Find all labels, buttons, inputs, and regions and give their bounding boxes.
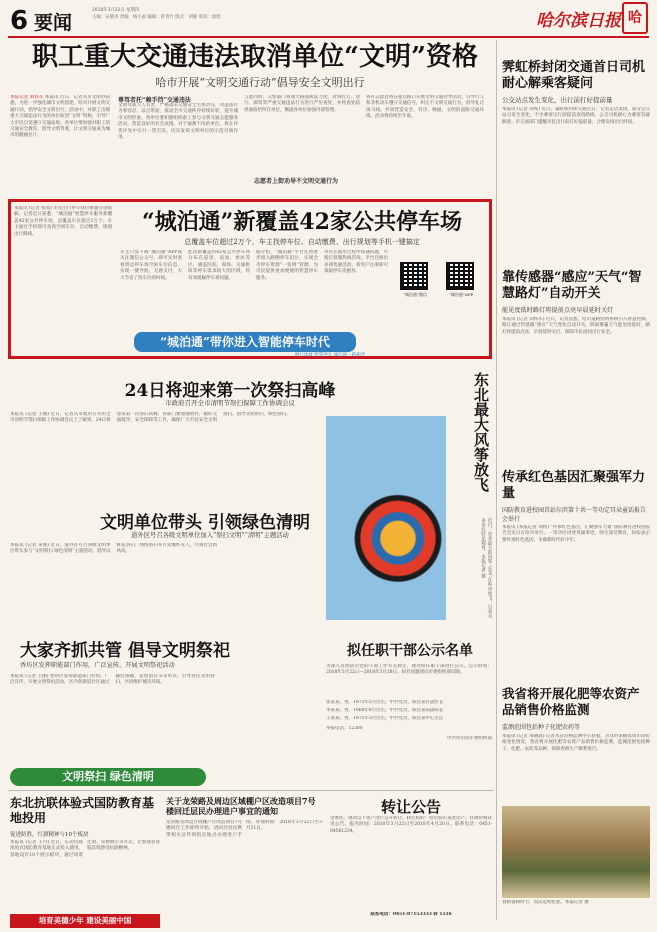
lead-body-col3: 与此同时，交警部门将加大路面执法力度，对闯红灯、逆行、酒驾等严重交通违法行为进行严厉查处，并将查处结果通报给所在单位，倒逼各单位加强内部管理。	[244, 95, 360, 113]
right2-title: 靠传感器“感应”天气“智慧路灯”自动开关	[502, 270, 642, 301]
section-name: 要闻	[34, 12, 73, 34]
mid2-body: 本报讯 (记者 宋俊) 近日，道外区号召各级文明单位带头参与“文明祭扫 绿色清明”主题活动，倡导以鲜花祭扫、网络祭扫等方式缅怀先人，引领社会新风尚。	[10, 543, 217, 555]
notice-issuer: 中共哈尔滨市委组织部	[447, 736, 492, 741]
feature-banner: “城泊通”带你进入智能停车时代	[134, 332, 356, 352]
bottom2-title: 关于龙荣路及周边区域棚户区改造项目7号楼回迁层民办理进户事宜的通知	[166, 796, 316, 816]
right3-title: 传承红色基因汇聚强军力量	[502, 470, 646, 501]
notice-intro: 为深入贯彻落实党的干部工作有关规定，现对拟任职干部进行公示。公示时间：2018年3月22日—2018年3月28日。如有问题请向市委组织部反映。	[326, 664, 492, 676]
mid2-subtitle: 道外区号召各级文明单位加入“祭扫文明”“清明”主题活动	[131, 532, 289, 539]
qr-code-wechat-icon[interactable]	[400, 262, 428, 290]
mid3-title: 大家齐抓共管 倡导文明祭祀	[20, 641, 230, 661]
bottom1-body: 本报讯 (记者 王丹) 近日，东北抗联体验式国防教育基地正式投入使用。基地设有10个展示板块，通过场景还原、实物展示等方式，让参观者身临其境感受抗联精神。	[10, 840, 160, 858]
page-number: 6	[10, 6, 29, 36]
feature-body-col1: 本报讯 (记者 张旭) 市民出行停车找位难题有望缓解。记者近日获悉，“城泊通”智慧停车服务新覆盖42家公共停车场，总覆盖车位超过2万个。车主通过手机即可查询空闲车位、自动缴费、规划出行路线。	[14, 206, 112, 237]
right4-body: 本报讯 (记者 邢晓晨) 记者从省价格监测中心获悉，为及时掌握农资市场价格变化情况，我省将开展化肥等农资产品销售价格监测，监测范围包括种子、化肥、农药等品种，保障春耕生产顺利进行。	[502, 734, 650, 752]
mid1-subtitle: 市政府召开全市清明节祭扫保障工作协调会议	[165, 399, 295, 407]
header-date: 2018年3月22日 星期四	[92, 8, 140, 13]
feature-body-col5: 市民在使用过程中如遇问题，可拨打客服热线咨询。平台还推出多项优惠活动，新用户注册即可领取停车优惠券。	[324, 250, 388, 275]
feature-body-col2: 车主只需下载“城泊通”APP或关注微信公众号，即可实时查看周边停车场空闲车位信息，实现一键导航、无感支付，大大节省了找车位的时间。	[120, 250, 182, 281]
right1-subtitle: 公交站点发生变化，出行前打好提前量	[502, 96, 613, 104]
notice-title: 拟任职干部公示名单	[347, 643, 473, 659]
qr-label-app: “城泊通”APP	[448, 292, 474, 297]
lead-author: 本报记者 刘铁军	[10, 95, 44, 100]
notice-name-3: 王某某，男，1975年3月出生，中共党员，拟任某中心主任	[326, 716, 444, 721]
lead-body: 本报讯 近日，记者从市文明办获悉，为进一步强化城市文明创建，哈市开展文明交通行动，倡导安全文明出行。活动中，对职工出现重大交通违法行为的单位取消“文明”资格，引导广大市民自觉遵守交通法规。各单位要加强对职工的交通安全教育，倡导文明驾驶，让文明交通成为城市的靓丽名片。	[10, 95, 110, 139]
right4-title: 我省将开展化肥等农资产品销售价格监测	[502, 686, 640, 717]
feature-body-col4: 据介绍，“城泊通”平台还将逐步接入路侧停车泊位，实现全市停车资源“一张网”管理，为市民提供更加便捷的智慧停车服务。	[256, 250, 318, 281]
notice-contact: 举报电话：12380	[326, 726, 363, 731]
right3-body: 本报讯 (本报记者 刘铁) “传承红色基因，汇聚强军力量”国防教育进校园报告会近日在哈市举行。一等功臣讲述英雄事迹，师生深受教育，纷纷表示要传承红色基因，争做新时代好少年。	[502, 525, 650, 543]
lead-body-col4: 各区志愿者将在重点路口开展文明交通劝导活动，引导行人和非机动车遵守交通信号，纠正不文明交通行为，倡导礼让斑马线，共同营造安全、有序、畅通、文明的道路交通环境。活动将持续至年底。	[366, 95, 484, 120]
mid3-body: 本报讯 (记者 王丽) 香坊区发挥职能部门作用，广泛宣传，开展文明祭祀活动。区内各街道社区通过悬挂条幅、发放倡议书等形式，引导居民文明祭扫，共同维护城市环境。	[10, 674, 215, 686]
photo-kite	[326, 416, 446, 620]
bottom1-title: 东北抗联体验式国防教育基地投用	[10, 796, 155, 825]
right4-caption: 春耕备耕时节，农民选购化肥。本报记者 摄	[502, 900, 589, 905]
feature-subtitle: 总覆盖车位超过2万个，车主找停车位、自动缴费、出行规划等手机一键搞定	[184, 238, 420, 246]
lead-sub-head: 志愿者上街劝导不文明交通行为	[254, 178, 339, 185]
right2-body: 本报讯 (记者 刘铁军) 近日，记者获悉，哈市道路照明系统引入智慧控制，路灯通过传感器“感应”天气变化自动开关。阴雨雾霾天气能见度低时，路灯将提前点亮，早晨延时关灯，保障市民夜间出行安全。	[502, 317, 650, 335]
mid3-subtitle: 香坊区发挥职能部门作用，广泛宣传，开展文明祭祀活动	[20, 662, 175, 669]
lead-title: 职工重大交通违法取消单位“文明”资格	[32, 42, 478, 72]
lead-subtitle: 哈市开展“文明交通行动”倡导安全文明出行	[155, 76, 365, 89]
feature-title: “城泊通”新覆盖42家公共停车场	[142, 209, 462, 235]
right4-subtitle: 监测范围包括种子化肥农药等	[502, 724, 581, 731]
lead-body-col1	[10, 95, 110, 198]
right1-title: 霁虹桥封闭交通首日司机耐心解乘客疑问	[502, 60, 646, 91]
lead-col-head: 尊驾者托“赖手挡”交通违法	[118, 97, 191, 104]
photo-title: 东北最大风筝放飞	[472, 372, 490, 492]
header-editors: 主编：宋静涛 责编：杨小雨 编辑：崔青竹 版式：刘静 审读：徐旭	[92, 15, 221, 20]
lead-body-col2: 文明驾驶人人有责，严格落实交通安全主体责任，对违法行为零容忍，以点带面，推动全市交通秩序持续好转，提升城市文明形象。各单位要积极组织职工参与文明交通志愿服务活动，营造良好的社会氛围。对于屡教不改的单位，将在评优评先中实行一票否决，切实发挥文明单位的示范引领作用。	[118, 103, 238, 141]
header-meta	[92, 7, 221, 21]
header-rule	[8, 36, 649, 38]
photo-farmers-fertilizer	[502, 806, 650, 898]
bottom3-contact: 联系电话：0451-87153333 转 1516	[370, 912, 452, 917]
notice-name-2: 李某某，男，1968年8月出生，中共党员，拟任某局副局长	[326, 708, 444, 713]
slogan-banner: 培育美德少年 建设美丽中国	[10, 914, 160, 928]
bottom3-body: 受委托，现对以下资产进行公开转让。转让标的：哈尔滨市某处房产。挂牌价格详见公告。报名时间：2018年3月22日至2018年4月20日。联系电话：0451-84561234。	[330, 816, 492, 834]
mid1-body: 本报讯 (记者 王丽) 近日，记者从市政府召开的全市清明节祭扫保障工作协调会议上了解到，24日将迎来第一次祭扫高峰。各部门要加强协作，做好交通疏导、安全保障等工作，确保广大市民安全文明祭扫。倡导文明祭扫、绿色祭扫。	[10, 412, 291, 424]
feature-body-col3: 此次新覆盖的42家公共停车场分布在道里、南岗、香坊等区，涵盖医院、商场、交通枢纽等停车需求较大的区域，将有效缓解停车难问题。	[188, 250, 250, 281]
bottom2-body: 龙荣路及周边区域棚户区改造项目7号楼回迁工作即将开始，请回迁居民携带相关证件到指定地点办理进户手续。办理时间：2018年3月22日至3月31日。	[166, 820, 322, 838]
notice-name-1: 张某某，男，1973年5月出生，中共党员，拟任某区副区长	[326, 700, 444, 705]
column-divider	[496, 40, 497, 920]
photo-caption: 近日，东北最大的风筝“长龙”在哈市放飞，引来众多市民驻足观看。本报记者 摄	[480, 518, 492, 618]
feature-banner-small: 畅行冰城 智慧停车 城泊通一路相伴	[294, 353, 366, 358]
right1-body: 本报讯 (记者 刘希) 近日，霁虹桥封闭交通首日，记者走访发现，部分公交站点发生变化，不少乘客出行前提前查询路线，公交司机耐心为乘客答疑解惑。市交通部门提醒市民出行前打好提前量，合理安排出行时间。	[502, 107, 650, 125]
mid1-title: 24日将迎来第一次祭扫高峰	[124, 381, 336, 401]
right3-subtitle: 国防教育进校园首站尔滨第十共一等功定耳朵童话报告会举行	[502, 507, 647, 523]
newspaper-seal-icon: 哈	[622, 2, 648, 34]
green-banner: 文明祭扫 绿色清明	[10, 768, 206, 786]
bottom1-subtitle: 促进防胜，红旗精神与10个板块	[10, 832, 89, 838]
qr-code-app-icon[interactable]	[446, 262, 474, 290]
right2-subtitle: 能见度低时路灯将提前点亮早晨延时关灯	[502, 307, 614, 314]
qr-label-wechat: “城泊通”微信	[402, 292, 428, 297]
mid2-title: 文明单位带头 引领绿色清明	[100, 513, 310, 533]
bottom3-title: 转让公告	[380, 798, 441, 816]
newspaper-logo: 哈尔滨日报	[536, 11, 621, 31]
bottom-divider	[8, 790, 494, 791]
